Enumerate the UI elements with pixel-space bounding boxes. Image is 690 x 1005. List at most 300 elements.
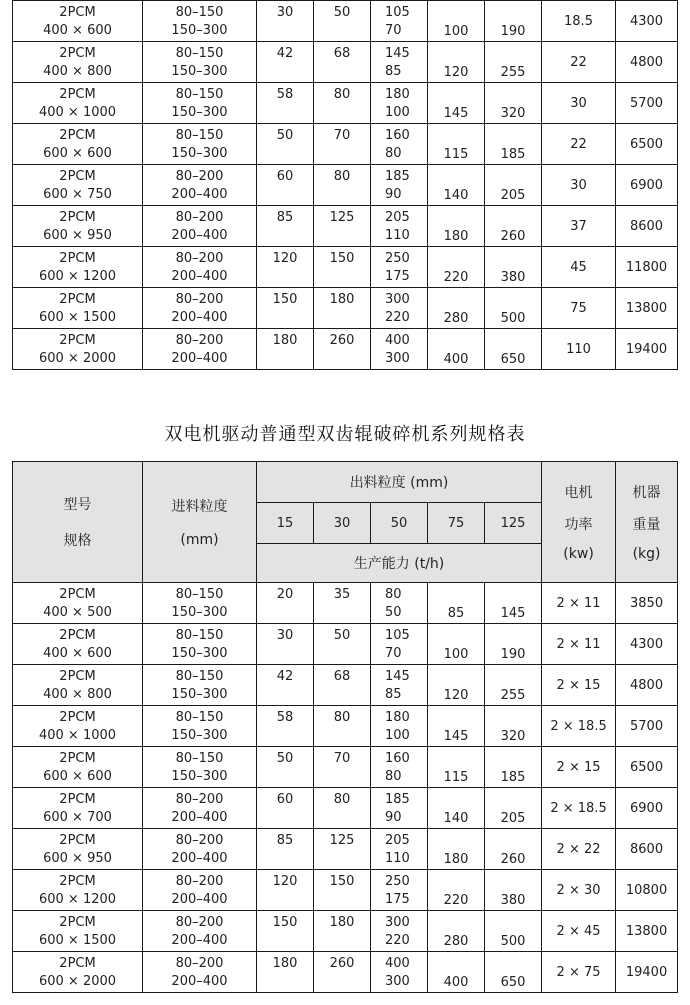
feed-cell [143, 124, 257, 165]
feed-range-2: 200–400 [171, 310, 228, 325]
table-row [13, 42, 678, 83]
capacity-75: 400 [428, 952, 485, 993]
capacity-50-b: 100 [385, 105, 410, 120]
header-size-75: 75 [428, 503, 485, 544]
capacity-125: 500 [485, 288, 542, 329]
capacity-50-a: 300 [385, 915, 410, 930]
capacity-50-b: 175 [385, 892, 410, 907]
capacity-30: 150 [314, 247, 371, 288]
model-size: 600 × 600 [43, 769, 112, 784]
header-feed-label: 进料粒度 [171, 499, 228, 515]
feed-range-2: 150–300 [171, 728, 228, 743]
weight-cell: 5700 [616, 83, 678, 124]
header-size-30: 30 [314, 503, 371, 544]
capacity-125: 320 [485, 83, 542, 124]
feed-range-2: 200–400 [171, 228, 228, 243]
capacity-30: 125 [314, 829, 371, 870]
weight-cell: 6500 [616, 747, 678, 788]
capacity-15: 30 [257, 1, 314, 42]
capacity-50-b: 100 [385, 728, 410, 743]
spec-table-body [13, 1, 678, 370]
feed-range-1: 80–200 [175, 792, 224, 807]
capacity-125: 650 [485, 329, 542, 370]
feed-range-1: 80–200 [175, 915, 224, 930]
capacity-50-a: 105 [385, 5, 410, 20]
model-size: 600 × 750 [43, 187, 112, 202]
model-cell [13, 665, 143, 706]
capacity-50-a: 180 [385, 710, 410, 725]
capacity-75: 280 [428, 288, 485, 329]
model-cell [13, 583, 143, 624]
model-cell [13, 952, 143, 993]
feed-cell [143, 288, 257, 329]
capacity-15: 150 [257, 911, 314, 952]
power-cell: 18.5 [542, 1, 616, 42]
capacity-30: 80 [314, 706, 371, 747]
feed-range-2: 150–300 [171, 146, 228, 161]
feed-cell [143, 329, 257, 370]
header-weight [616, 462, 678, 583]
capacity-50 [371, 829, 428, 870]
capacity-15: 42 [257, 665, 314, 706]
feed-cell [143, 665, 257, 706]
capacity-50-a: 180 [385, 87, 410, 102]
weight-cell: 4300 [616, 1, 678, 42]
model-name: 2PCM [59, 169, 96, 184]
table-row [13, 624, 678, 665]
feed-range-1: 80–200 [175, 874, 224, 889]
feed-range-1: 80–150 [175, 710, 224, 725]
capacity-75: 120 [428, 665, 485, 706]
model-name: 2PCM [59, 628, 96, 643]
table-row [13, 206, 678, 247]
model-name: 2PCM [59, 751, 96, 766]
feed-range-2: 150–300 [171, 23, 228, 38]
capacity-50-a: 145 [385, 669, 410, 684]
capacity-15: 60 [257, 788, 314, 829]
power-cell: 75 [542, 288, 616, 329]
capacity-50-b: 220 [385, 933, 410, 948]
capacity-125: 260 [485, 206, 542, 247]
weight-cell: 8600 [616, 829, 678, 870]
feed-range-1: 80–150 [175, 128, 224, 143]
power-cell: 2 × 75 [542, 952, 616, 993]
capacity-15: 85 [257, 829, 314, 870]
feed-cell [143, 42, 257, 83]
capacity-50-b: 80 [385, 769, 402, 784]
model-name: 2PCM [59, 874, 96, 889]
capacity-50-b: 70 [385, 23, 402, 38]
feed-range-1: 80–200 [175, 292, 224, 307]
capacity-50 [371, 329, 428, 370]
feed-range-1: 80–150 [175, 587, 224, 602]
weight-cell: 5700 [616, 706, 678, 747]
table-row [13, 165, 678, 206]
weight-cell: 13800 [616, 288, 678, 329]
power-cell: 2 × 18.5 [542, 706, 616, 747]
power-cell: 2 × 15 [542, 665, 616, 706]
model-cell [13, 83, 143, 124]
model-cell [13, 829, 143, 870]
capacity-15: 85 [257, 206, 314, 247]
capacity-125: 185 [485, 747, 542, 788]
header-power [542, 462, 616, 583]
model-name: 2PCM [59, 956, 96, 971]
model-cell [13, 42, 143, 83]
model-name: 2PCM [59, 833, 96, 848]
capacity-15: 60 [257, 165, 314, 206]
capacity-50 [371, 870, 428, 911]
table-row [13, 706, 678, 747]
header-weight-label: 重量 [632, 517, 661, 533]
capacity-50 [371, 42, 428, 83]
header-size-50: 50 [371, 503, 428, 544]
model-name: 2PCM [59, 87, 96, 102]
table-row [13, 83, 678, 124]
model-cell [13, 165, 143, 206]
feed-range-2: 200–400 [171, 851, 228, 866]
table-row [13, 911, 678, 952]
model-size: 600 × 1200 [38, 269, 117, 284]
model-name: 2PCM [59, 710, 96, 725]
capacity-50-b: 220 [385, 310, 410, 325]
weight-cell: 6900 [616, 165, 678, 206]
power-cell: 22 [542, 42, 616, 83]
header-output: 出料粒度 (mm) [257, 462, 542, 503]
model-size: 600 × 600 [43, 146, 112, 161]
capacity-50 [371, 583, 428, 624]
capacity-125: 190 [485, 1, 542, 42]
capacity-50-a: 105 [385, 628, 410, 643]
model-cell [13, 624, 143, 665]
power-cell: 2 × 11 [542, 624, 616, 665]
capacity-30: 80 [314, 165, 371, 206]
capacity-15: 20 [257, 583, 314, 624]
capacity-30: 80 [314, 83, 371, 124]
feed-range-2: 200–400 [171, 810, 228, 825]
capacity-50-a: 145 [385, 46, 410, 61]
capacity-50-a: 185 [385, 792, 410, 807]
model-size: 400 × 500 [43, 605, 112, 620]
feed-cell [143, 870, 257, 911]
capacity-50 [371, 83, 428, 124]
model-cell [13, 1, 143, 42]
capacity-50 [371, 911, 428, 952]
capacity-30: 180 [314, 288, 371, 329]
table-row [13, 952, 678, 993]
table-row [13, 124, 678, 165]
capacity-75: 400 [428, 329, 485, 370]
capacity-125: 205 [485, 788, 542, 829]
model-size: 400 × 600 [43, 646, 112, 661]
feed-range-2: 200–400 [171, 187, 228, 202]
capacity-30: 80 [314, 788, 371, 829]
feed-range-1: 80–150 [175, 628, 224, 643]
model-name: 2PCM [59, 46, 96, 61]
spec-table-body [13, 462, 678, 993]
feed-cell [143, 829, 257, 870]
feed-range-1: 80–200 [175, 210, 224, 225]
power-cell: 2 × 18.5 [542, 788, 616, 829]
capacity-15: 50 [257, 124, 314, 165]
weight-cell: 13800 [616, 911, 678, 952]
capacity-30: 70 [314, 124, 371, 165]
table-row [13, 1, 678, 42]
capacity-50-a: 160 [385, 751, 410, 766]
model-cell [13, 747, 143, 788]
capacity-50 [371, 124, 428, 165]
header-weight-unit: (kg) [632, 546, 661, 562]
power-cell: 2 × 30 [542, 870, 616, 911]
feed-range-1: 80–150 [175, 669, 224, 684]
header-spec-label: 规格 [63, 533, 92, 549]
feed-range-2: 150–300 [171, 687, 228, 702]
header-power-label: 功率 [564, 517, 593, 533]
capacity-30: 70 [314, 747, 371, 788]
capacity-50 [371, 1, 428, 42]
power-cell: 2 × 11 [542, 583, 616, 624]
capacity-75: 140 [428, 788, 485, 829]
feed-range-1: 80–200 [175, 251, 224, 266]
feed-range-2: 150–300 [171, 64, 228, 79]
power-cell: 45 [542, 247, 616, 288]
capacity-50 [371, 288, 428, 329]
capacity-75: 85 [428, 583, 485, 624]
table-row [13, 583, 678, 624]
model-size: 400 × 800 [43, 687, 112, 702]
capacity-75: 220 [428, 247, 485, 288]
capacity-50-b: 90 [385, 187, 402, 202]
feed-range-2: 150–300 [171, 105, 228, 120]
feed-range-2: 200–400 [171, 351, 228, 366]
power-cell: 2 × 45 [542, 911, 616, 952]
model-name: 2PCM [59, 792, 96, 807]
feed-range-2: 200–400 [171, 974, 228, 989]
capacity-15: 58 [257, 83, 314, 124]
capacity-15: 120 [257, 247, 314, 288]
capacity-50-b: 50 [385, 605, 402, 620]
table-row [13, 665, 678, 706]
weight-cell: 6900 [616, 788, 678, 829]
table-row [13, 747, 678, 788]
capacity-30: 150 [314, 870, 371, 911]
model-size: 600 × 950 [43, 228, 112, 243]
feed-range-1: 80–150 [175, 87, 224, 102]
feed-cell [143, 747, 257, 788]
feed-cell [143, 952, 257, 993]
model-name: 2PCM [59, 251, 96, 266]
feed-range-2: 200–400 [171, 892, 228, 907]
capacity-50-a: 300 [385, 292, 410, 307]
capacity-75: 145 [428, 706, 485, 747]
capacity-15: 30 [257, 624, 314, 665]
power-cell: 110 [542, 329, 616, 370]
model-cell [13, 911, 143, 952]
header-machine-label: 机器 [632, 485, 661, 501]
model-size: 400 × 600 [43, 23, 112, 38]
weight-cell: 10800 [616, 870, 678, 911]
capacity-50 [371, 665, 428, 706]
capacity-75: 145 [428, 83, 485, 124]
capacity-50 [371, 747, 428, 788]
weight-cell: 19400 [616, 952, 678, 993]
header-feed-unit: (mm) [180, 532, 219, 548]
capacity-50-b: 300 [385, 351, 410, 366]
power-cell: 30 [542, 83, 616, 124]
spec-table-single-motor [12, 0, 678, 370]
capacity-75: 120 [428, 42, 485, 83]
header-motor-label: 电机 [564, 485, 593, 501]
model-name: 2PCM [59, 5, 96, 20]
capacity-50-a: 205 [385, 210, 410, 225]
feed-range-2: 200–400 [171, 269, 228, 284]
weight-cell: 4800 [616, 42, 678, 83]
capacity-50-b: 175 [385, 269, 410, 284]
weight-cell: 4300 [616, 624, 678, 665]
feed-range-1: 80–150 [175, 5, 224, 20]
table-row [13, 329, 678, 370]
feed-range-1: 80–200 [175, 833, 224, 848]
capacity-15: 150 [257, 288, 314, 329]
capacity-50-a: 160 [385, 128, 410, 143]
table-row [13, 870, 678, 911]
model-cell [13, 788, 143, 829]
header-size-125: 125 [485, 503, 542, 544]
capacity-75: 100 [428, 624, 485, 665]
capacity-75: 115 [428, 124, 485, 165]
capacity-15: 180 [257, 952, 314, 993]
capacity-125: 500 [485, 911, 542, 952]
feed-cell [143, 165, 257, 206]
capacity-75: 115 [428, 747, 485, 788]
feed-range-2: 150–300 [171, 605, 228, 620]
capacity-125: 185 [485, 124, 542, 165]
capacity-15: 180 [257, 329, 314, 370]
weight-cell: 3850 [616, 583, 678, 624]
feed-range-2: 150–300 [171, 769, 228, 784]
model-name: 2PCM [59, 587, 96, 602]
feed-cell [143, 788, 257, 829]
feed-cell [143, 706, 257, 747]
capacity-50-b: 80 [385, 146, 402, 161]
capacity-125: 190 [485, 624, 542, 665]
feed-cell [143, 624, 257, 665]
model-name: 2PCM [59, 669, 96, 684]
model-name: 2PCM [59, 292, 96, 307]
capacity-75: 220 [428, 870, 485, 911]
weight-cell: 19400 [616, 329, 678, 370]
capacity-75: 180 [428, 206, 485, 247]
capacity-125: 260 [485, 829, 542, 870]
capacity-50-b: 85 [385, 64, 402, 79]
capacity-30: 180 [314, 911, 371, 952]
capacity-30: 260 [314, 952, 371, 993]
model-name: 2PCM [59, 128, 96, 143]
capacity-50-a: 250 [385, 874, 410, 889]
table-row [13, 829, 678, 870]
capacity-50 [371, 706, 428, 747]
feed-range-1: 80–200 [175, 169, 224, 184]
header-feed [143, 462, 257, 583]
feed-range-1: 80–200 [175, 956, 224, 971]
capacity-15: 50 [257, 747, 314, 788]
weight-cell: 11800 [616, 247, 678, 288]
model-cell [13, 706, 143, 747]
capacity-30: 50 [314, 1, 371, 42]
feed-range-1: 80–200 [175, 333, 224, 348]
capacity-50-b: 110 [385, 228, 410, 243]
capacity-125: 380 [485, 870, 542, 911]
model-size: 400 × 1000 [38, 728, 117, 743]
feed-range-1: 80–150 [175, 46, 224, 61]
feed-cell [143, 247, 257, 288]
model-size: 600 × 950 [43, 851, 112, 866]
header-size-15: 15 [257, 503, 314, 544]
capacity-50-a: 400 [385, 956, 410, 971]
capacity-50-b: 300 [385, 974, 410, 989]
header-model-label: 型号 [63, 497, 92, 513]
table-caption: 双电机驱动普通型双齿辊破碎机系列规格表 [164, 424, 526, 445]
feed-cell [143, 1, 257, 42]
model-name: 2PCM [59, 915, 96, 930]
capacity-50-a: 250 [385, 251, 410, 266]
capacity-15: 58 [257, 706, 314, 747]
feed-range-2: 200–400 [171, 933, 228, 948]
header-row [13, 462, 678, 503]
model-cell [13, 124, 143, 165]
table-row [13, 288, 678, 329]
power-cell: 37 [542, 206, 616, 247]
capacity-50-b: 70 [385, 646, 402, 661]
weight-cell: 6500 [616, 124, 678, 165]
capacity-50-b: 110 [385, 851, 410, 866]
power-cell: 30 [542, 165, 616, 206]
capacity-125: 255 [485, 42, 542, 83]
model-cell [13, 288, 143, 329]
model-size: 600 × 1500 [38, 310, 117, 325]
capacity-30: 68 [314, 42, 371, 83]
capacity-50-b: 85 [385, 687, 402, 702]
capacity-30: 50 [314, 624, 371, 665]
feed-cell [143, 583, 257, 624]
power-cell: 2 × 15 [542, 747, 616, 788]
capacity-75: 180 [428, 829, 485, 870]
model-size: 600 × 2000 [38, 351, 117, 366]
capacity-30: 260 [314, 329, 371, 370]
table-row [13, 788, 678, 829]
capacity-30: 125 [314, 206, 371, 247]
capacity-50 [371, 247, 428, 288]
capacity-15: 120 [257, 870, 314, 911]
capacity-50 [371, 952, 428, 993]
capacity-50-a: 80 [385, 587, 402, 602]
feed-cell [143, 206, 257, 247]
power-cell: 2 × 22 [542, 829, 616, 870]
capacity-75: 140 [428, 165, 485, 206]
model-name: 2PCM [59, 210, 96, 225]
capacity-30: 35 [314, 583, 371, 624]
capacity-125: 255 [485, 665, 542, 706]
capacity-50 [371, 788, 428, 829]
capacity-50 [371, 165, 428, 206]
feed-range-1: 80–150 [175, 751, 224, 766]
feed-range-2: 150–300 [171, 646, 228, 661]
capacity-75: 100 [428, 1, 485, 42]
capacity-125: 320 [485, 706, 542, 747]
power-cell: 22 [542, 124, 616, 165]
capacity-50 [371, 624, 428, 665]
capacity-50-a: 185 [385, 169, 410, 184]
